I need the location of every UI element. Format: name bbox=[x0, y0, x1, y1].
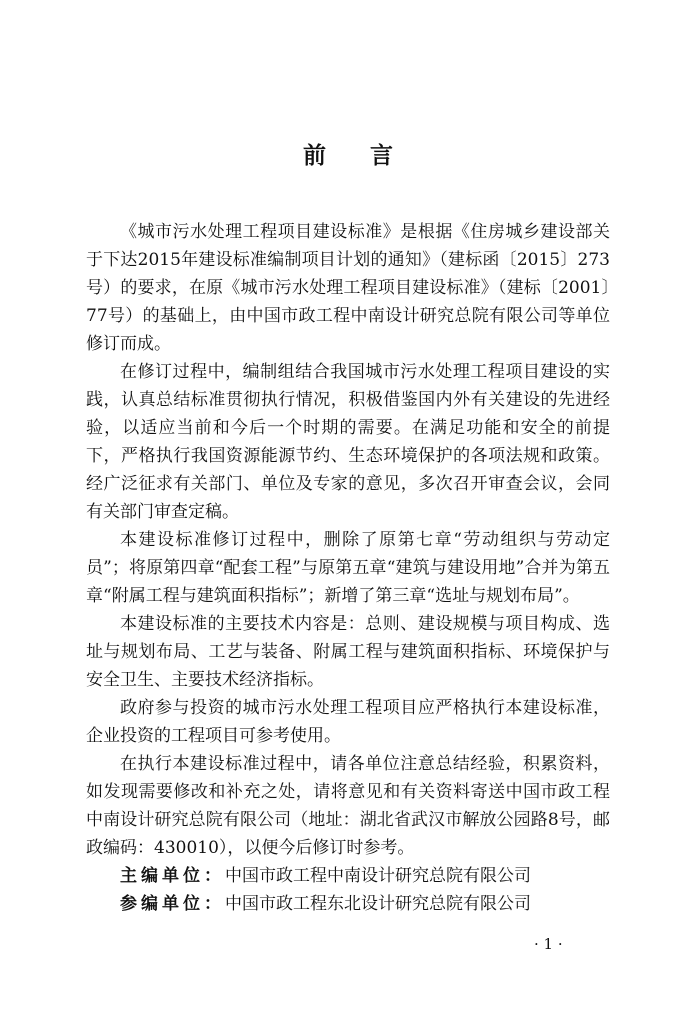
paragraph-chapter-changes: 本建设标准修订过程中，删除了原第七章“劳动组织与劳动定员”；将原第四章“配套工程”与原第五章“建筑与建设用地”合并为第五章“附属工程与建筑面积指标”；新增了第三章“选址与规划布局”。 bbox=[86, 530, 610, 606]
page-title: 前言 bbox=[303, 143, 437, 169]
participating-editor-label: 参编单位： bbox=[120, 894, 225, 914]
participating-editor-value: 中国市政工程东北设计研究总院有限公司 bbox=[225, 894, 531, 914]
paragraph-technical-content: 本建设标准的主要技术内容是：总则、建设规模与项目构成、选址与规划布局、工艺与装备、附属工程与建筑面积指标、环境保护与安全卫生、主要技术经济指标。 bbox=[86, 614, 610, 690]
chief-editor-label: 主编单位： bbox=[120, 866, 225, 886]
paragraph-standard-origin: 《城市污水处理工程项目建设标准》是根据《住房城乡建设部关于下达2015年建设标准编制项目计划的通知》（建标函〔2015〕273号）的要求，在原《城市污水处理工程项目建设标准》（建标〔2001〕77号）的基础上，由中国市政工程中南设计研究总院有限公司等单位修订而成。 bbox=[86, 222, 610, 354]
participating-editor-unit bbox=[86, 890, 610, 918]
paragraph-applicability: 政府参与投资的城市污水处理工程项目应严格执行本建设标准，企业投资的工程项目可参考使用。 bbox=[86, 698, 610, 746]
chief-editor-unit bbox=[86, 862, 610, 890]
page-number: · 1 · bbox=[534, 935, 563, 953]
chief-editor-value: 中国市政工程中南设计研究总院有限公司 bbox=[225, 866, 531, 886]
preface-body bbox=[86, 218, 610, 918]
paragraph-feedback-contact: 在执行本建设标准过程中，请各单位注意总结经验，积累资料，如发现需要修改和补充之处，请将意见和有关资料寄送中国市政工程中南设计研究总院有限公司（地址：湖北省武汉市解放公园路8号，邮政编码：430010），以便今后修订时参考。 bbox=[86, 754, 610, 858]
paragraph-revision-process: 在修订过程中，编制组结合我国城市污水处理工程项目建设的实践，认真总结标准贯彻执行情况，积极借鉴国内外有关建设的先进经验，以适应当前和今后一个时期的需要。在满足功能和安全的前提下，严格执行我国资源能源节约、生态环境保护的各项法规和政策。经广泛征求有关部门、单位及专家的意见，多次召开审查会议，会同有关部门审查定稿。 bbox=[86, 362, 610, 522]
